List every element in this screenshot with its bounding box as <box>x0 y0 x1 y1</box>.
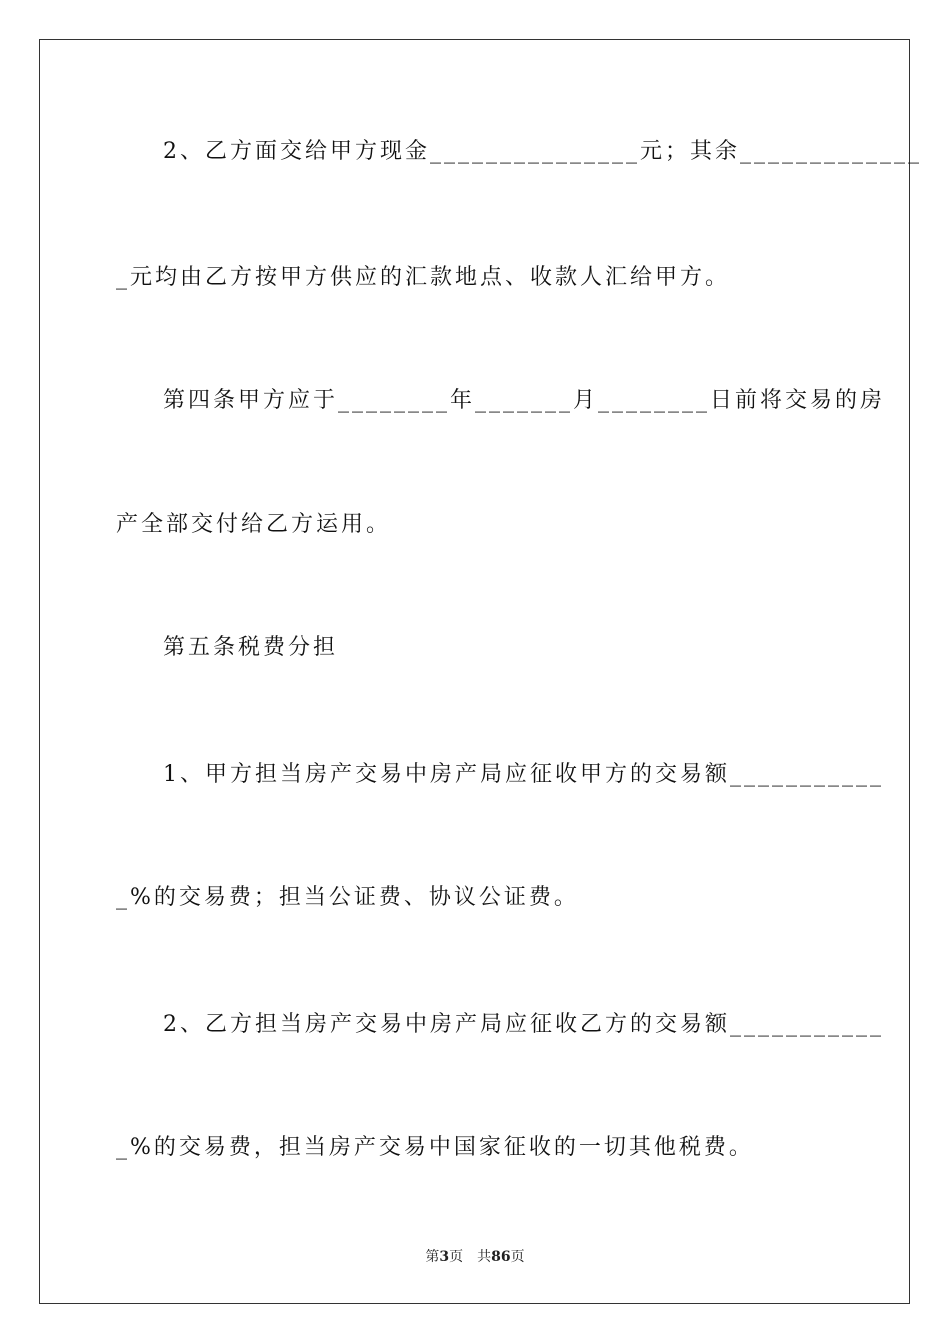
section-heading: 第五条税费分担 <box>163 635 339 660</box>
total-pages: 86 <box>491 1249 511 1265</box>
page-border <box>39 39 922 1304</box>
clause-line: _元均由乙方按甲方供应的汇款地点、收款人汇给甲方。 <box>116 265 731 290</box>
clause-line: 2、乙方担当房产交易中房产局应征收乙方的交易额___________ <box>163 1012 884 1037</box>
clause-line: 产全部交付给乙方运用。 <box>116 512 392 537</box>
clause-line: _%的交易费，担当房产交易中国家征收的一切其他税费。 <box>116 1135 754 1160</box>
page-footer <box>0 1248 950 1266</box>
total-prefix: 共 <box>477 1249 492 1265</box>
clause-line: 1、甲方担当房产交易中房产局应征收甲方的交易额___________ <box>163 762 884 787</box>
page-number: 3 <box>439 1249 450 1265</box>
page-suffix: 页 <box>449 1249 464 1265</box>
total-suffix: 页 <box>510 1249 525 1265</box>
page-prefix: 第 <box>425 1249 440 1265</box>
clause-line: 第四条甲方应于________年_______月________日前将交易的房 <box>163 388 886 413</box>
clause-line: 2、乙方面交给甲方现金_______________元；其余_____________ <box>163 139 922 164</box>
clause-line: _%的交易费；担当公证费、协议公证费。 <box>116 885 579 910</box>
